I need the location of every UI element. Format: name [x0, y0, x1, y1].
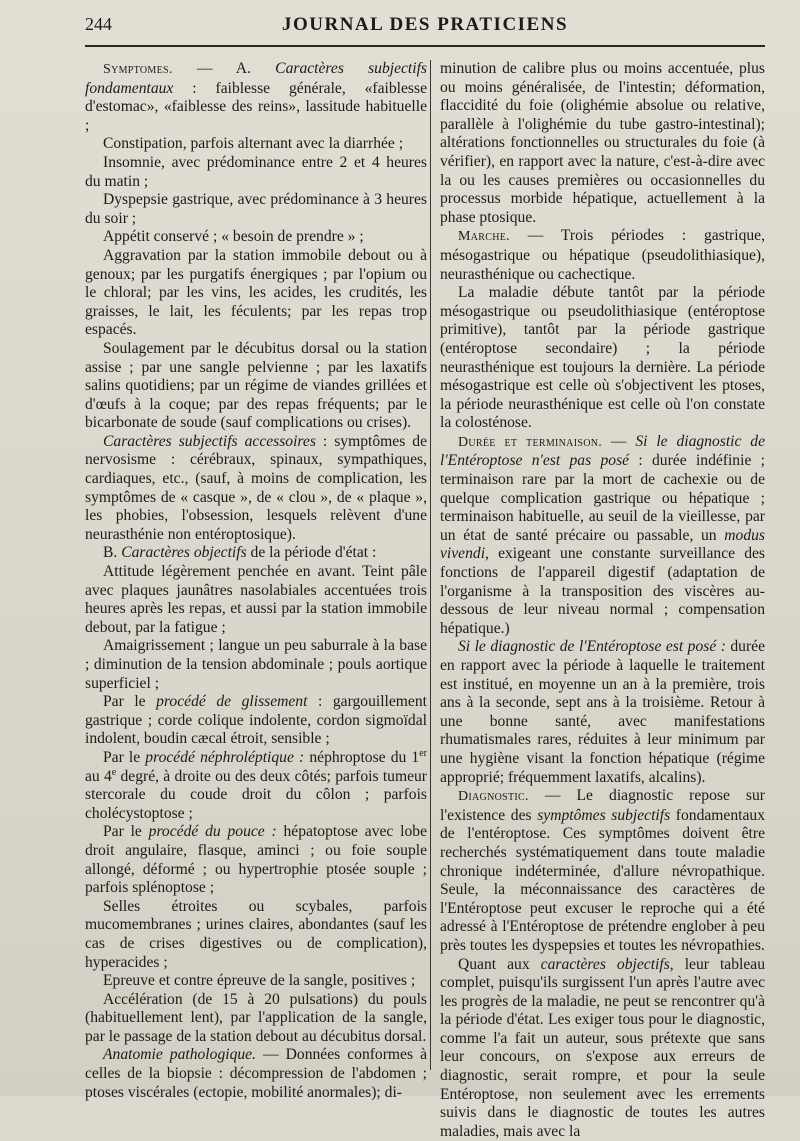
section-heading: Marche.	[458, 229, 510, 244]
paragraph: Par le procédé néphroléptique : néphroptose du 1er au 4e degré, à droite ou des deux côtés; parfois tumeur stercorale du coude droit du côlon ; parfois cholécystoptose ;	[85, 749, 427, 823]
paragraph: Symptomes. — A. Caractères subjectifs fondamentaux : faiblesse générale, «faiblesse d'estomac», «faiblesse des reins», lassitude habituelle ;	[85, 60, 427, 135]
paragraph: Si le diagnostic de l'Entéroptose est posé : durée en rapport avec la période à laquelle le traitement est institué, en moyenne un an à la première, trois ans à la seconde, sept ans à la troisième. Retour à une bonne santé, avec manifestations rhumatismales rares, réduites à leur minimum par une hygiène visant la fonction hépatique (régime approprié; fréquemment laxatifs, alcalins).	[440, 638, 765, 787]
paragraph: Soulagement par le décubitus dorsal ou la station assise ; par une sangle pelvienne ; par les laxatifs salins quotidiens; par un régime de viandes grillées et d'œufs à la coque; par des repas fréquents; par le bicarbonate de soude (sauf complications ou crises).	[85, 340, 427, 433]
paragraph: Appétit conservé ; « besoin de prendre » ;	[85, 228, 427, 247]
paragraph: Insomnie, avec prédominance entre 2 et 4 heures du matin ;	[85, 154, 427, 191]
paragraph: Aggravation par la station immobile debout ou à genoux; par les purgatifs énergiques ; par l'opium ou le chloral; par les vins, les acides, les crudités, les graisses, le lait, les féculents; par les repas trop espacés.	[85, 247, 427, 340]
paragraph: Caractères subjectifs accessoires : symptômes de nervosisme : cérébraux, spinaux, sympathiques, cardiaques, etc., (sauf, à moins de complication, les symptômes de « casque », de « clou », de « plaque », les phobies, l'obsession, lesquels relèvent d'une neurasthénie non entéroptosique).	[85, 433, 427, 545]
right-column	[440, 60, 765, 1070]
paragraph: Par le procédé de glissement : gargouillement gastrique ; corde colique indolente, cordon sigmoïdal indolent, boudin cæcal étroit, sensible ;	[85, 693, 427, 749]
page-number: 244	[85, 14, 112, 35]
paragraph: Epreuve et contre épreuve de la sangle, positives ;	[85, 972, 427, 991]
paragraph: Marche. — Trois périodes : gastrique, mésogastrique ou hépatique (pseudolithiasique), neurasthénique ou cachectique.	[440, 227, 765, 284]
paragraph: Amaigrissement ; langue un peu saburrale à la base ; diminution de la tension abdominale ; pouls aortique superficiel ;	[85, 637, 427, 693]
paragraph: Dyspepsie gastrique, avec prédominance à 3 heures du soir ;	[85, 191, 427, 228]
section-heading: Symptomes.	[103, 62, 173, 77]
section-heading: Diagnostic.	[458, 789, 529, 804]
column-divider	[430, 60, 431, 1070]
paragraph: B. Caractères objectifs de la période d'état :	[85, 544, 427, 563]
paragraph: Constipation, parfois alternant avec la diarrhée ;	[85, 135, 427, 154]
paragraph: La maladie débute tantôt par la période mésogastrique ou pseudolithiasique (entéroptose primitive), tantôt par la période gastrique (entéroptose secondaire) ; la période neurasthénique est toujours la dernière. La période mésogastrique est celle où s'objectivent les ptoses, la période neurasthénique est celle où l'on constate la colosténose.	[440, 284, 765, 433]
section-heading: Durée et terminaison.	[458, 435, 602, 450]
paragraph: Durée et terminaison. — Si le diagnostic de l'Entéroptose n'est pas posé : durée indéfinie ; terminaison rare par la mort de cachexie ou de quelque complication gastrique ou hépatique ; terminaison habituelle, au seuil de la vieillesse, par un état de santé précaire ou passable, un modus vivendi, exigeant une constante surveillance des fonctions de l'appareil digestif (adaptation de l'organisme à la transposition des viscères au-dessous de leur niveau normal ; compensation hépatique.)	[440, 433, 765, 639]
paragraph: Accélération (de 15 à 20 pulsations) du pouls (habituellement lent), par l'application de la sangle, par le passage de la station debout au décubitus dorsal.	[85, 991, 427, 1047]
page-header	[85, 14, 765, 44]
paragraph: Selles étroites ou scybales, parfois mucomembranes ; urines claires, abondantes (sauf les cas de crises digestives ou de complication), hyperacides ;	[85, 898, 427, 972]
paragraph: minution de calibre plus ou moins accentuée, plus ou moins généralisée, de l'intestin; déformation, flaccidité du foie (olighémie absolue ou relative, parallèle à l'olighémie du tube gastro-intestinal); altérations fonctionnelles ou structurales du foie (à vérifier), en rapport avec la nature, c'est-à-dire avec la ou les causes premières ou occasionnelles du processus morbide hépatique, actuellement à la phase ptosique.	[440, 60, 765, 227]
paragraph: Quant aux caractères objectifs, leur tableau complet, puisqu'ils surgissent l'un après l'autre avec les progrès de la maladie, ne peut se rencontrer qu'à la période d'état. Les exiger tous pour le diagnostic, comme l'a fait un auteur, sous prétexte que sans leur concours, on s'expose aux erreurs de diagnostic, serait rompre, et pour la seule Entéroptose, non seulement avec les errements suivis dans le diagnostic de toutes les autres maladies, mais avec la	[440, 956, 765, 1141]
paragraph: Diagnostic. — Le diagnostic repose sur l'existence des symptômes subjectifs fondamentaux de l'entéroptose. Ces symptômes doivent être recherchés systématiquement dans toute maladie chronique indéterminée, d'allure névropathique. Seule, la méconnaissance des caractères de l'Entéroptose peut excuser le reproche qui a été adressé à l'Entéroptose de prétendre englober à peu près toutes les dyspepsies et toutes les névropathies.	[440, 787, 765, 955]
paragraph: Anatomie pathologique. — Données conformes à celles de la biopsie : décompression de l'abdomen ; ptoses viscérales (ectopie, mobilité anormales); di-	[85, 1046, 427, 1102]
paragraph: Attitude légèrement penchée en avant. Teint pâle avec plaques jaunâtres nasolabiales accentuées trois heures après les repas, et aussi par la station immobile debout, par la fatigue ;	[85, 563, 427, 637]
header-rule	[85, 45, 765, 47]
running-title: JOURNAL DES PRATICIENS	[85, 14, 765, 36]
left-column	[85, 60, 427, 1070]
paragraph: Par le procédé du pouce : hépatoptose avec lobe droit angulaire, flasque, aminci ; ou foie souple allongé, déformé ; ou hypertrophie ptosée souple ; parfois splénoptose ;	[85, 823, 427, 897]
